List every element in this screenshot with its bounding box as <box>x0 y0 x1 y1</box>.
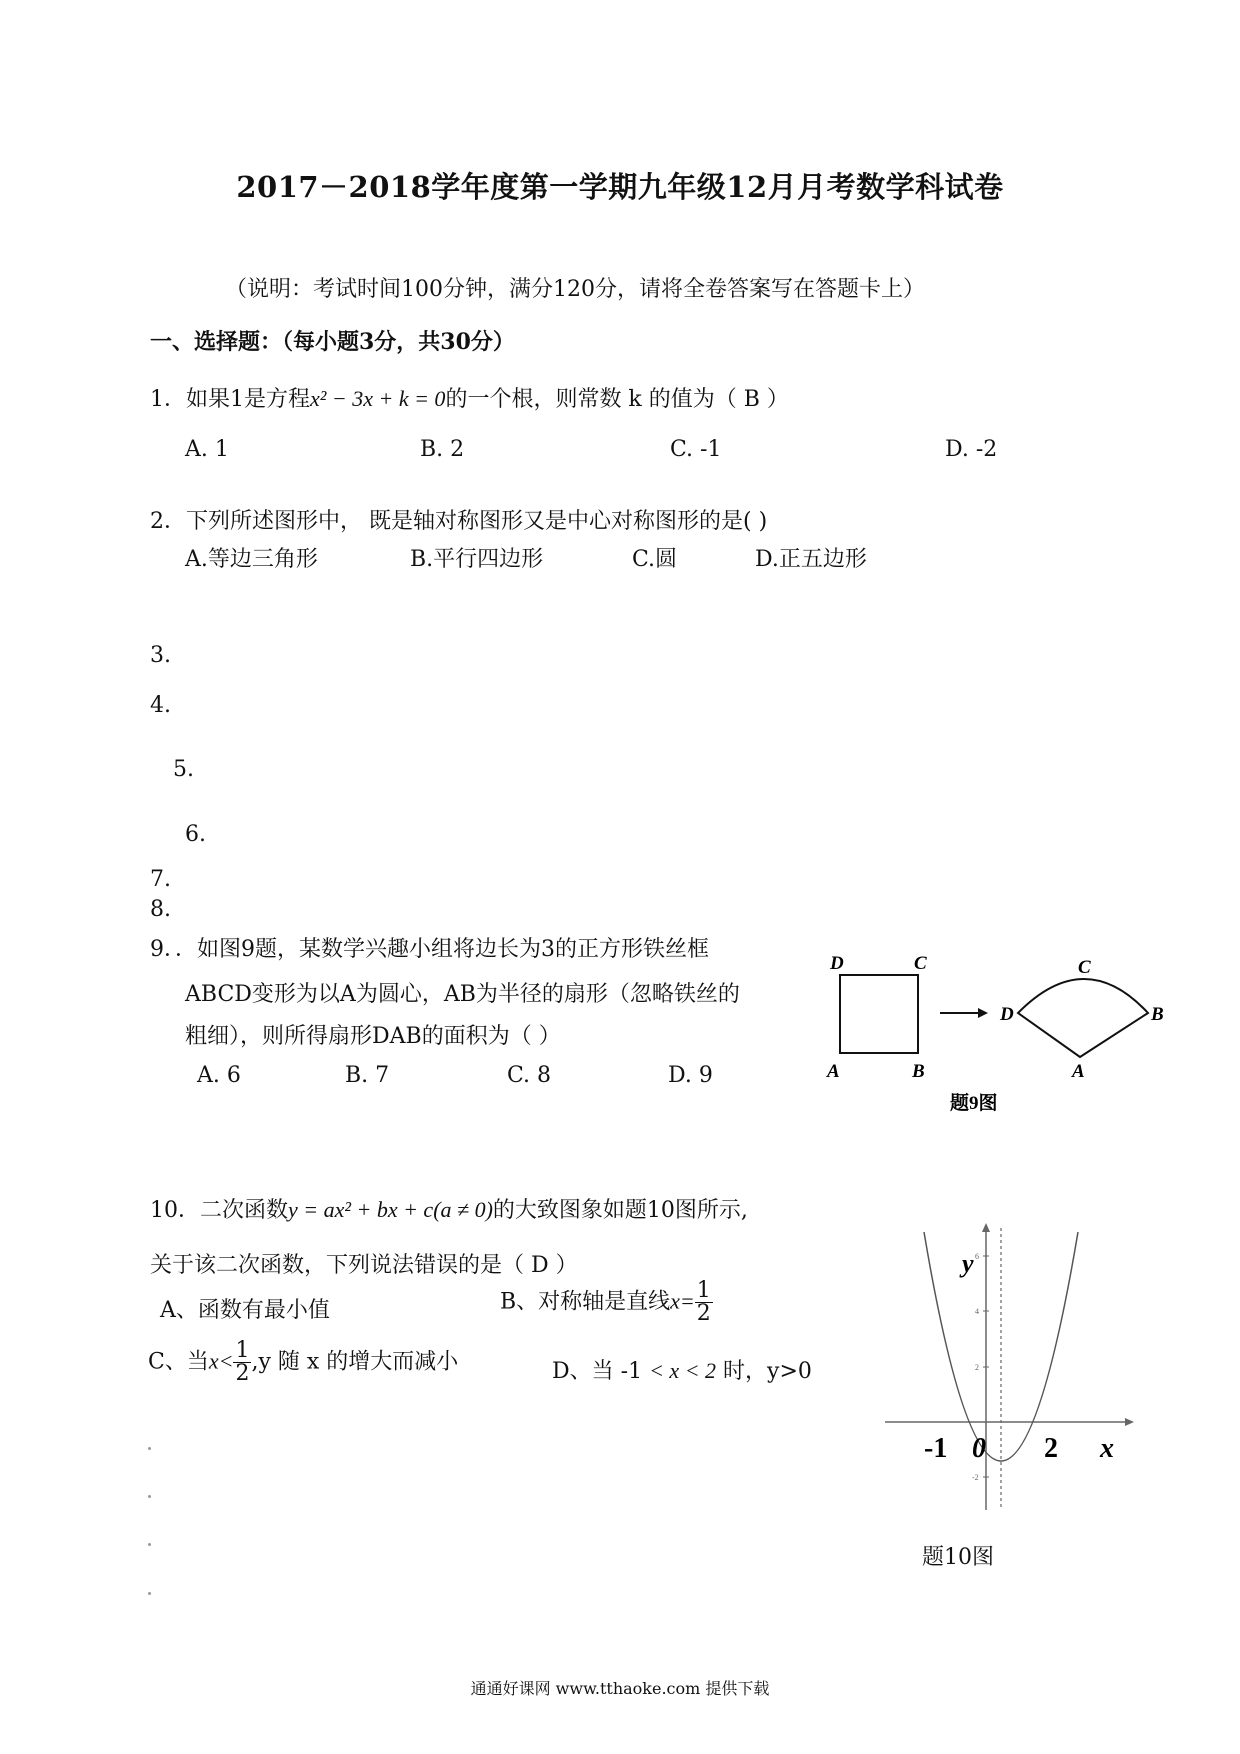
q10-option-b-var: x= <box>670 1288 695 1314</box>
question-9-line-1: 9．．如图9题，某数学兴趣小组将边长为3的正方形铁丝框 <box>150 937 709 962</box>
x-axis-label: x <box>1100 1433 1114 1464</box>
question-1-prefix: 1．如果1是方程 <box>150 387 310 412</box>
page-title: 2017－2018学年度第一学期九年级12月月考数学科试卷 <box>236 170 1004 204</box>
question-9-line-2: ABCD变形为以A为圆心，AB为半径的扇形（忽略铁丝的 <box>185 982 740 1007</box>
q10-option-d-suffix: 时，y>0 <box>723 1359 812 1384</box>
fraction-numerator: 1 <box>696 1278 711 1303</box>
arrow-head-icon <box>978 1008 988 1018</box>
question-7-number: 7. <box>150 867 171 892</box>
q9-option-c: C. 8 <box>507 1063 552 1088</box>
footer-watermark: 通通好课网 www.tthaoke.com 提供下载 <box>470 1679 770 1698</box>
figure-9-caption: 题9图 <box>950 1093 998 1114</box>
question-9-line-3: 粗细），则所得扇形DAB的面积为（ ） <box>185 1024 561 1049</box>
square-label-d: D <box>830 953 844 974</box>
question-10-equation: y = ax² + bx + c(a ≠ 0) <box>288 1197 493 1222</box>
q10-option-a: A、函数有最小值 <box>160 1298 330 1323</box>
figure-9 <box>820 945 1180 1125</box>
y-axis-arrow-icon <box>982 1223 990 1232</box>
question-8-number: 8. <box>150 897 171 922</box>
figure-10-caption: 题10图 <box>922 1545 994 1570</box>
q10-option-c-suffix: ,y 随 x 的增大而减小 <box>251 1349 459 1375</box>
sector-label-d: D <box>1000 1004 1014 1025</box>
q1-option-a: A. 1 <box>185 437 229 462</box>
q10-option-b-fraction <box>695 1280 713 1325</box>
q10-option-c-fraction <box>233 1340 251 1385</box>
stray-dot <box>148 1543 151 1546</box>
q1-option-d: D. -2 <box>945 437 998 462</box>
q2-option-b: B.平行四边形 <box>410 547 544 572</box>
fraction-numerator: 1 <box>235 1338 250 1363</box>
question-2: 2．下列所述图形中， 既是轴对称图形又是中心对称图形的是( ) <box>150 509 768 534</box>
q10-option-c-text: C、当 <box>148 1349 209 1375</box>
tick-label-y-neg2: -2 <box>972 1473 979 1482</box>
q9-option-d: D. 9 <box>668 1063 713 1088</box>
question-4-number: 4. <box>150 693 171 718</box>
q2-option-a: A.等边三角形 <box>185 547 318 572</box>
square-label-b: B <box>912 1061 925 1082</box>
stray-dot <box>148 1592 151 1595</box>
fraction-denominator: 2 <box>235 1361 250 1386</box>
q10-option-b-text: B、对称轴是直线 <box>500 1289 671 1315</box>
q1-option-c: C. -1 <box>670 437 722 462</box>
q9-option-a: A. 6 <box>197 1063 241 1088</box>
q2-option-c: C.圆 <box>632 547 678 572</box>
stray-dot <box>148 1495 151 1498</box>
fraction-denominator: 2 <box>696 1301 711 1326</box>
tick-label-y-4: 4 <box>975 1307 979 1316</box>
question-6-number: 6. <box>185 822 206 847</box>
y-axis-label: y <box>962 1249 974 1278</box>
question-1 <box>150 382 789 413</box>
q10-option-b <box>500 1280 713 1325</box>
x-tick-label-2: 2 <box>1044 1433 1058 1464</box>
exam-instructions: （说明：考试时间100分钟，满分120分，请将全卷答案写在答题卡上） <box>225 277 925 302</box>
sector-label-a: A <box>1072 1061 1085 1082</box>
square-abcd <box>840 975 918 1053</box>
square-label-a: A <box>827 1061 840 1082</box>
q10-option-c <box>148 1340 458 1385</box>
q2-option-d: D.正五边形 <box>755 547 867 572</box>
question-10-line-1 <box>150 1193 748 1224</box>
q9-option-b: B. 7 <box>345 1063 390 1088</box>
question-10-suffix: 的大致图象如题10图所示, <box>492 1198 748 1223</box>
x-axis-arrow-icon <box>1125 1418 1134 1426</box>
question-3-number: 3. <box>150 643 171 668</box>
x-tick-label-neg1: -1 <box>924 1433 948 1464</box>
q10-option-c-var: x< <box>208 1348 234 1374</box>
stray-dot <box>148 1447 151 1450</box>
q10-option-d-prefix: D、当 -1 <box>552 1359 643 1384</box>
square-label-c: C <box>914 953 927 974</box>
question-10-line-2: 关于该二次函数，下列说法错误的是（ D ） <box>150 1253 578 1278</box>
sector-dab <box>1018 979 1148 1057</box>
q10-option-d-inequality: < x < 2 <box>649 1358 717 1383</box>
q10-option-d <box>552 1354 812 1385</box>
figure-10 <box>880 1220 1140 1520</box>
tick-label-y-2: 2 <box>975 1363 979 1372</box>
question-1-suffix: 的一个根，则常数 k 的值为（ B ） <box>445 387 789 412</box>
q1-option-b: B. 2 <box>420 437 465 462</box>
question-5-number: 5. <box>173 757 194 782</box>
origin-label: 0 <box>972 1433 986 1464</box>
question-10-prefix: 10．二次函数 <box>150 1198 288 1223</box>
question-1-equation: x² − 3x + k = 0 <box>310 386 446 411</box>
section-heading: 一、选择题：（每小题3分，共30分） <box>150 329 515 355</box>
sector-label-b: B <box>1151 1004 1164 1025</box>
sector-label-c: C <box>1078 957 1091 978</box>
tick-label-y-6: 6 <box>975 1252 979 1261</box>
